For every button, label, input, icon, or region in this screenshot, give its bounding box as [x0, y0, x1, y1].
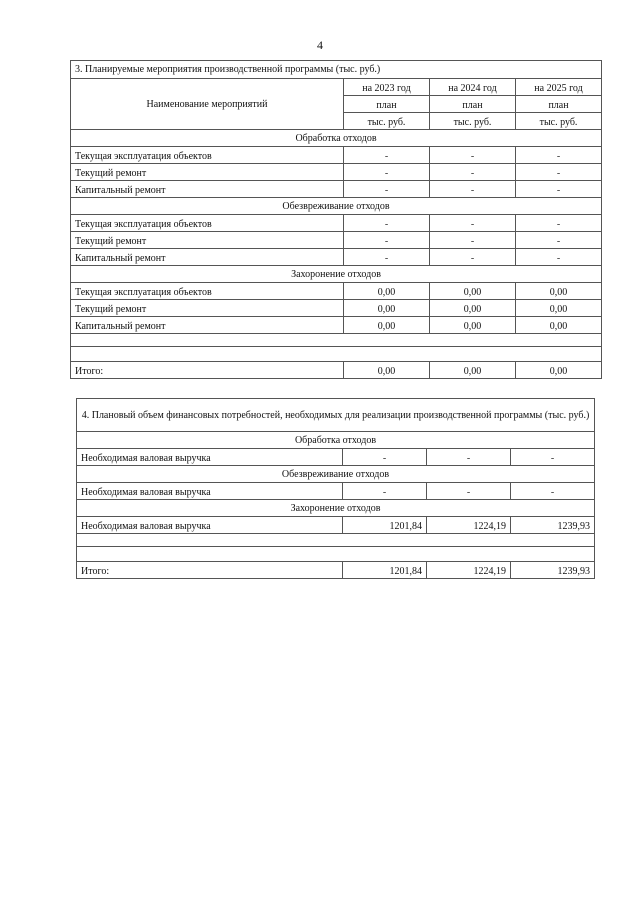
empty-row	[77, 534, 595, 547]
table-row	[71, 232, 602, 249]
table4-title: 4. Плановый объем финансовых потребностей, необходимых для реализации производственной программы (тыс. руб.)	[77, 399, 595, 432]
cell-value: -	[430, 232, 516, 249]
plan-header: план	[430, 96, 516, 113]
financial-needs-table	[76, 398, 595, 579]
units-header: тыс. руб.	[516, 113, 602, 130]
cell-value: -	[343, 449, 427, 466]
cell-value: -	[516, 232, 602, 249]
production-program-measures-table	[70, 60, 602, 379]
row-label: Необходимая валовая выручка	[77, 483, 343, 500]
total-label: Итого:	[71, 362, 344, 379]
row-label: Текущая эксплуатация объектов	[71, 215, 344, 232]
row-label: Капитальный ремонт	[71, 317, 344, 334]
cell-value: -	[430, 164, 516, 181]
section-title: Захоронение отходов	[71, 266, 602, 283]
total-value: 1224,19	[427, 562, 511, 579]
units-header: тыс. руб.	[344, 113, 430, 130]
cell-value: -	[516, 181, 602, 198]
table-row	[77, 517, 595, 534]
total-value: 0,00	[430, 362, 516, 379]
cell-value: -	[427, 483, 511, 500]
measures-name-header: Наименование мероприятий	[71, 79, 344, 130]
table-row	[71, 164, 602, 181]
cell-value: -	[511, 449, 595, 466]
table-row	[71, 300, 602, 317]
section-title: Обработка отходов	[71, 130, 602, 147]
empty-row	[71, 347, 602, 362]
cell-value: -	[343, 483, 427, 500]
total-row	[77, 562, 595, 579]
cell-value: 0,00	[430, 283, 516, 300]
cell-value: -	[511, 483, 595, 500]
cell-value: 1239,93	[511, 517, 595, 534]
total-value: 0,00	[516, 362, 602, 379]
row-label: Текущая эксплуатация объектов	[71, 147, 344, 164]
cell-value: -	[516, 164, 602, 181]
table-row	[71, 283, 602, 300]
row-label: Необходимая валовая выручка	[77, 517, 343, 534]
total-row	[71, 362, 602, 379]
cell-value: -	[344, 181, 430, 198]
row-label: Текущий ремонт	[71, 300, 344, 317]
table-row	[77, 449, 595, 466]
cell-value: 0,00	[516, 317, 602, 334]
table3-title: 3. Планируемые мероприятия производственной программы (тыс. руб.)	[71, 61, 602, 79]
cell-value: -	[430, 215, 516, 232]
table-row	[71, 181, 602, 198]
row-label: Капитальный ремонт	[71, 181, 344, 198]
cell-value: -	[430, 147, 516, 164]
year-header-2024: на 2024 год	[430, 79, 516, 96]
row-label: Капитальный ремонт	[71, 249, 344, 266]
total-value: 1201,84	[343, 562, 427, 579]
section-title: Обезвреживание отходов	[77, 466, 595, 483]
page-number: 4	[317, 38, 323, 52]
row-label: Текущий ремонт	[71, 232, 344, 249]
cell-value: -	[516, 147, 602, 164]
units-header: тыс. руб.	[430, 113, 516, 130]
row-label: Текущий ремонт	[71, 164, 344, 181]
cell-value: 1201,84	[343, 517, 427, 534]
cell-value: 0,00	[516, 283, 602, 300]
cell-value: -	[344, 215, 430, 232]
cell-value: 0,00	[516, 300, 602, 317]
table-row	[71, 249, 602, 266]
cell-value: 0,00	[430, 300, 516, 317]
cell-value: -	[427, 449, 511, 466]
table-row	[77, 483, 595, 500]
table-row	[71, 317, 602, 334]
total-value: 1239,93	[511, 562, 595, 579]
cell-value: -	[430, 249, 516, 266]
cell-value: -	[516, 249, 602, 266]
cell-value: 0,00	[344, 300, 430, 317]
row-label: Необходимая валовая выручка	[77, 449, 343, 466]
cell-value: 1224,19	[427, 517, 511, 534]
year-header-2023: на 2023 год	[344, 79, 430, 96]
cell-value: -	[430, 181, 516, 198]
cell-value: -	[344, 164, 430, 181]
cell-value: -	[516, 215, 602, 232]
empty-row	[77, 547, 595, 562]
year-header-2025: на 2025 год	[516, 79, 602, 96]
cell-value: 0,00	[430, 317, 516, 334]
cell-value: 0,00	[344, 317, 430, 334]
cell-value: -	[344, 232, 430, 249]
row-label: Текущая эксплуатация объектов	[71, 283, 344, 300]
section-title: Обезвреживание отходов	[71, 198, 602, 215]
cell-value: -	[344, 147, 430, 164]
total-label: Итого:	[77, 562, 343, 579]
empty-row	[71, 334, 602, 347]
table-row	[71, 215, 602, 232]
total-value: 0,00	[344, 362, 430, 379]
cell-value: -	[344, 249, 430, 266]
cell-value: 0,00	[344, 283, 430, 300]
section-title: Захоронение отходов	[77, 500, 595, 517]
plan-header: план	[516, 96, 602, 113]
table-row	[71, 147, 602, 164]
section-title: Обработка отходов	[77, 432, 595, 449]
plan-header: план	[344, 96, 430, 113]
